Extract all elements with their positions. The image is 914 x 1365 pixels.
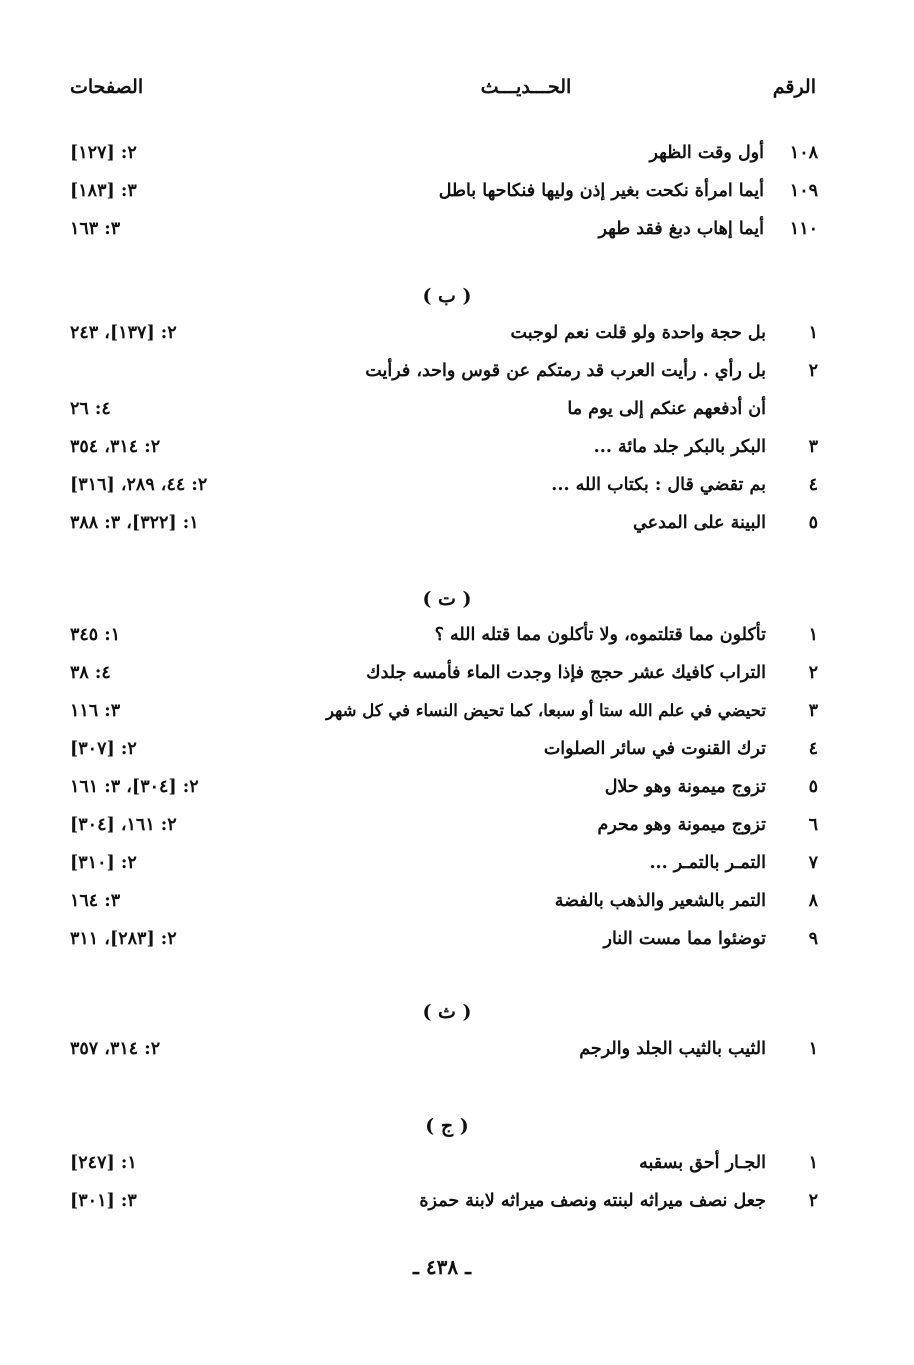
index-row: [0, 468, 914, 502]
index-row: [0, 1184, 914, 1218]
page-ref: ٢: [٣١٠]: [70, 853, 137, 873]
page-ref: ٣: [١٨٣]: [70, 181, 137, 201]
section-heading-jim: ( ج ): [425, 1115, 469, 1137]
page-ref: ٢: [٢٨٣]، ٣١١: [70, 929, 177, 949]
row-number: ١٠٨: [789, 143, 818, 163]
hadith-text: الثيب بالثيب الجلد والرجم: [579, 1039, 766, 1059]
hadith-text: تأكلون مما قتلتموه، ولا تأكلون مما قتله الله ؟: [434, 625, 766, 645]
column-headers: [60, 76, 816, 106]
hadith-text: البكر بالبكر جلد مائة ...: [593, 437, 766, 457]
row-number: ١: [808, 1039, 818, 1059]
index-row: [0, 1146, 914, 1180]
row-number: ٤: [808, 475, 818, 495]
page-ref: ٢: [١٣٧]، ٢٤٣: [70, 323, 177, 343]
hadith-text: أول وقت الظهر: [649, 143, 764, 163]
row-number: ٢: [808, 663, 818, 683]
index-row-continuation: [0, 392, 914, 426]
index-row: [0, 884, 914, 918]
page-ref: ٣: ١٦٤: [70, 891, 121, 911]
page-ref: ٤: ٢٦: [70, 399, 111, 419]
index-row: [0, 618, 914, 652]
page-ref: ٢: ١٦١، [٣٠٤]: [70, 815, 177, 835]
index-row: [0, 846, 914, 880]
index-row: [0, 922, 914, 956]
row-number: ٣: [808, 701, 818, 721]
hadith-text: التمـر بالتمـر ...: [649, 853, 766, 873]
index-row: [0, 808, 914, 842]
row-number: ٢: [808, 1191, 818, 1211]
section-heading-ta: ( ت ): [422, 588, 472, 610]
page-ref: ٢: ٤٤، ٢٨٩، [٣١٦]: [70, 475, 208, 495]
page-number: ـ ٤٣٨ ـ: [413, 1255, 471, 1279]
hadith-text: ترك القنوت في سائر الصلوات: [543, 739, 766, 759]
section-heading-ba: ( ب ): [422, 285, 472, 307]
page-ref: ٢: [٣٠٧]: [70, 739, 137, 759]
page-ref: ١: [٢٤٧]: [70, 1153, 137, 1173]
index-row: [0, 174, 914, 208]
page-ref: ٣: ١٦٣: [70, 219, 121, 239]
row-number: ٦: [808, 815, 818, 835]
page-ref: ١: [٣٢٢]، ٣: ٣٨٨: [70, 513, 199, 533]
index-row: [0, 506, 914, 540]
row-number: ٨: [808, 891, 818, 911]
index-row: [0, 694, 914, 728]
header-pages: الصفحات: [70, 76, 144, 98]
index-row: [0, 212, 914, 246]
hadith-text: بم تقضي قال : بكتاب الله ...: [551, 475, 766, 495]
hadith-text: أيما امرأة نكحت بغير إذن وليها فنكاحها باطل: [438, 181, 764, 201]
row-number: ٧: [808, 853, 818, 873]
page-ref: ٢: ٣١٤، ٣٥٤: [70, 437, 161, 457]
hadith-text: جعل نصف ميراثه لبنته ونصف ميراثه لابنة حمزة: [419, 1191, 766, 1211]
row-number: ١: [808, 1153, 818, 1173]
hadith-text: التراب كافيك عشر حجج فإذا وجدت الماء فأمسه جلدك: [366, 663, 766, 683]
index-row: [0, 316, 914, 350]
hadith-text: أن أدفعهم عنكم إلى يوم ما: [567, 399, 766, 419]
hadith-text: البينة على المدعي: [633, 513, 766, 533]
index-row: [0, 136, 914, 170]
hadith-text: أيما إهاب دبغ فقد طهر: [598, 219, 764, 239]
row-number: ٥: [808, 777, 818, 797]
hadith-text: تحيضي في علم الله ستا أو سبعا، كما تحيض النساء في كل شهر: [325, 701, 766, 720]
row-number: ٢: [808, 361, 818, 381]
hadith-text: بل حجة واحدة ولو قلت نعم لوجبت: [510, 323, 766, 343]
page-ref: ٣: [٣٠١]: [70, 1191, 137, 1211]
index-row: [0, 430, 914, 464]
row-number: ١: [808, 323, 818, 343]
index-row: [0, 1032, 914, 1066]
page-ref: ١: ٣٤٥: [70, 625, 121, 645]
row-number: ٣: [808, 437, 818, 457]
row-number: ٥: [808, 513, 818, 533]
page-ref: ٢: [١٢٧]: [70, 143, 137, 163]
row-number: ١٠٩: [789, 181, 818, 201]
row-number: ١١٠: [789, 219, 818, 239]
row-number: ٩: [808, 929, 818, 949]
header-hadith: الحـــديـــث: [480, 76, 572, 98]
row-number: ٤: [808, 739, 818, 759]
page-ref: ٢: [٣٠٤]، ٣: ١٦١: [70, 777, 199, 797]
row-number: ١: [808, 625, 818, 645]
section-heading-tha: ( ث ): [422, 1001, 472, 1023]
header-number: الرقم: [772, 76, 816, 98]
hadith-text: تزوج ميمونة وهو محرم: [597, 815, 766, 835]
hadith-text: بل رأي . رأيت العرب قد رمتكم عن قوس واحد، فرأيت: [365, 361, 766, 381]
page-ref: ٤: ٣٨: [70, 663, 111, 683]
page-ref: ٢: ٣١٤، ٣٥٧: [70, 1039, 161, 1059]
index-row: [0, 770, 914, 804]
page-ref: ٣: ١١٦: [70, 701, 121, 721]
hadith-text: التمر بالشعير والذهب بالفضة: [554, 891, 766, 911]
index-row: [0, 732, 914, 766]
index-row: [0, 354, 914, 388]
hadith-text: الجـار أحق بسقبه: [639, 1153, 766, 1173]
hadith-text: تزوج ميمونة وهو حلال: [604, 777, 766, 797]
index-row: [0, 656, 914, 690]
hadith-text: توضئوا مما مست النار: [603, 929, 766, 949]
